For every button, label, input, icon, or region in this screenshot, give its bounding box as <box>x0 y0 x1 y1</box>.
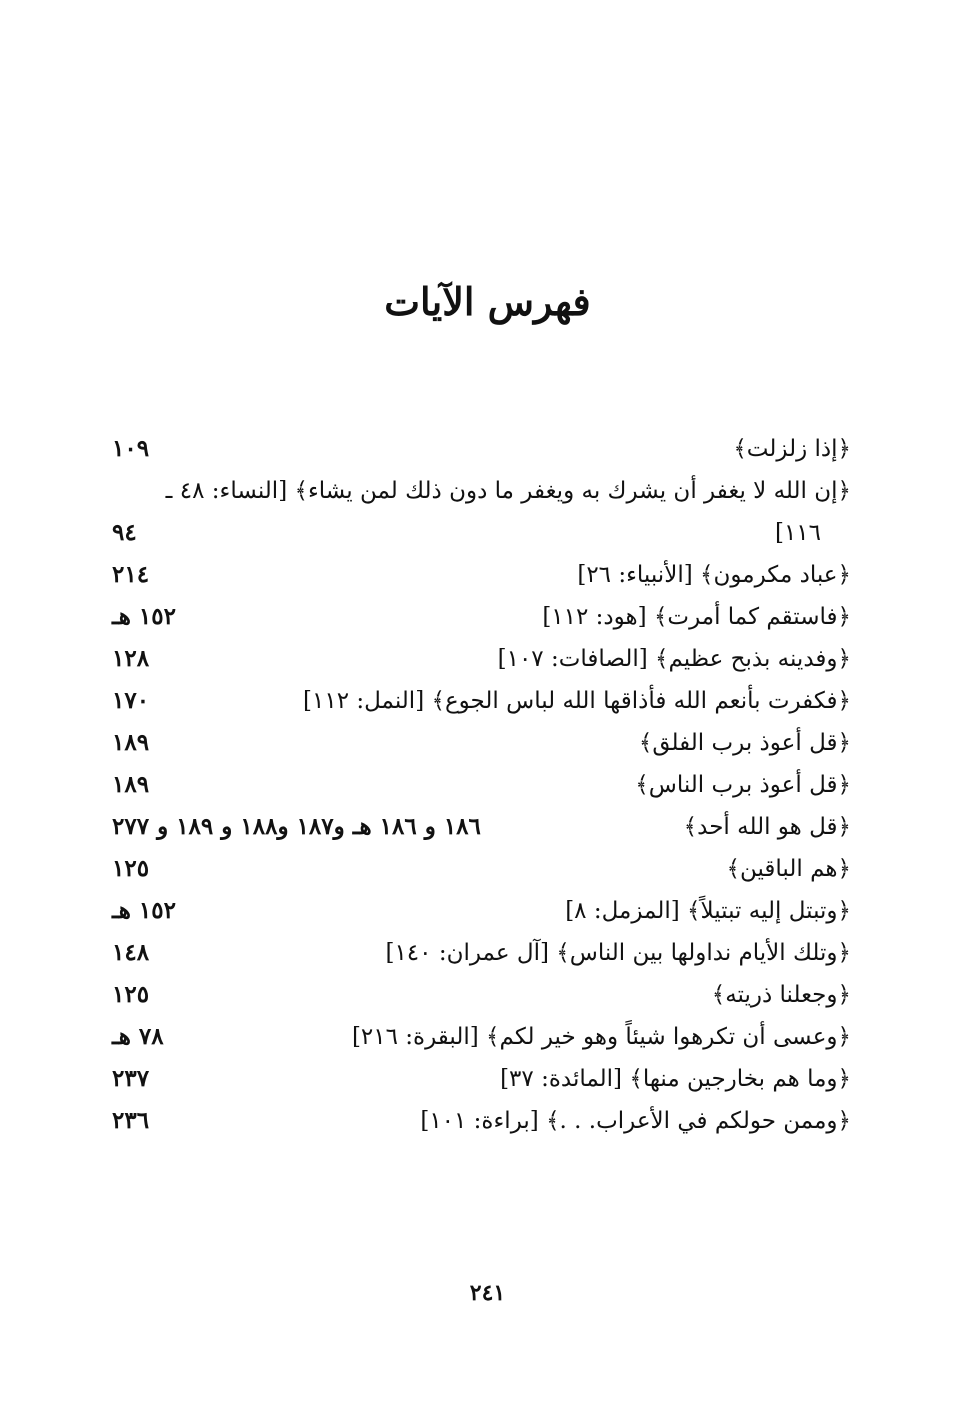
page-title: فهرس الآيات <box>384 279 591 324</box>
verse-index-list <box>0 428 975 1142</box>
verse-text-continuation: ١١٦] <box>774 520 821 546</box>
page-reference: ٧٨ هـ <box>112 1023 164 1050</box>
list-item <box>0 722 975 764</box>
list-item <box>0 596 975 638</box>
page-reference: ١٨٦ و ١٨٦ هـ و١٨٧ و١٨٨ و ١٨٩ و ٢٧٧ <box>112 813 481 840</box>
verse-text: ﴿فاستقم كما أمرت﴾ [هود: ١١٢] <box>542 604 851 630</box>
verse-text: ﴿فكفرت بأنعم الله فأذاقها الله لباس الجوع﴾ [النمل: ١١٢] <box>303 688 851 714</box>
list-item <box>0 890 975 932</box>
verse-text: ﴿وتلك الأيام نداولها بين الناس﴾ [آل عمران: ١٤٠] <box>385 940 851 966</box>
page-reference: ١٨٩ <box>112 729 150 756</box>
page-reference: ٩٤ <box>112 519 137 546</box>
verse-text: ﴿إذا زلزلت﴾ <box>733 436 851 462</box>
verse-text: ﴿وفدينه بذبح عظيم﴾ [الصافات: ١٠٧] <box>497 646 851 672</box>
verse-text: ﴿قل أعوذ برب الفلق﴾ <box>638 730 851 756</box>
page-reference: ١٢٨ <box>112 645 150 672</box>
list-item <box>0 848 975 890</box>
page-reference: ١٤٨ <box>112 939 150 966</box>
verse-text: ﴿إن الله لا يغفر أن يشرك به ويغفر ما دون ذلك لمن يشاء﴾ [النساء: ٤٨ ـ <box>165 478 851 504</box>
page-reference: ٢٣٦ <box>112 1107 150 1134</box>
page-reference: ٢١٤ <box>112 561 150 588</box>
page-reference: ١٢٥ <box>112 855 150 882</box>
page-reference: ٢٣٧ <box>112 1065 150 1092</box>
verse-text: ﴿وممن حولكم في الأعراب. . .﴾ [براءة: ١٠١] <box>420 1108 851 1134</box>
page-reference: ١٧٠ <box>112 687 150 714</box>
page-number: ٢٤١ <box>469 1280 506 1306</box>
page-reference: ١٢٥ <box>112 981 150 1008</box>
verse-text: ﴿هم الباقين﴾ <box>726 856 851 882</box>
page-reference: ١٥٢ هـ <box>112 603 176 630</box>
list-item <box>0 470 975 512</box>
verse-text: ﴿وتبتل إليه تبتيلاً﴾ [المزمل: ٨] <box>565 898 851 924</box>
verse-text: ﴿وما هم بخارجين منها﴾ [المائدة: ٣٧] <box>500 1066 851 1092</box>
page-reference: ١٥٢ هـ <box>112 897 176 924</box>
verse-text: ﴿قل هو الله أحد﴾ <box>683 814 851 840</box>
list-item <box>0 512 975 554</box>
page-reference: ١٨٩ <box>112 771 150 798</box>
list-item <box>0 1016 975 1058</box>
list-item <box>0 974 975 1016</box>
list-item <box>0 680 975 722</box>
list-item <box>0 806 975 848</box>
page-reference: ١٠٩ <box>112 435 150 462</box>
list-item <box>0 554 975 596</box>
verse-text: ﴿وجعلنا ذريته﴾ <box>711 982 851 1008</box>
list-item <box>0 764 975 806</box>
verse-text: ﴿وعسى أن تكرهوا شيئاً وهو خير لكم﴾ [البقرة: ٢١٦] <box>351 1024 851 1050</box>
list-item <box>0 1058 975 1100</box>
list-item <box>0 428 975 470</box>
list-item <box>0 1100 975 1142</box>
verse-text: ﴿قل أعوذ برب الناس﴾ <box>635 772 851 798</box>
verse-text: ﴿عباد مكرمون﴾ [الأنبياء: ٢٦] <box>577 562 851 588</box>
list-item <box>0 932 975 974</box>
list-item <box>0 638 975 680</box>
